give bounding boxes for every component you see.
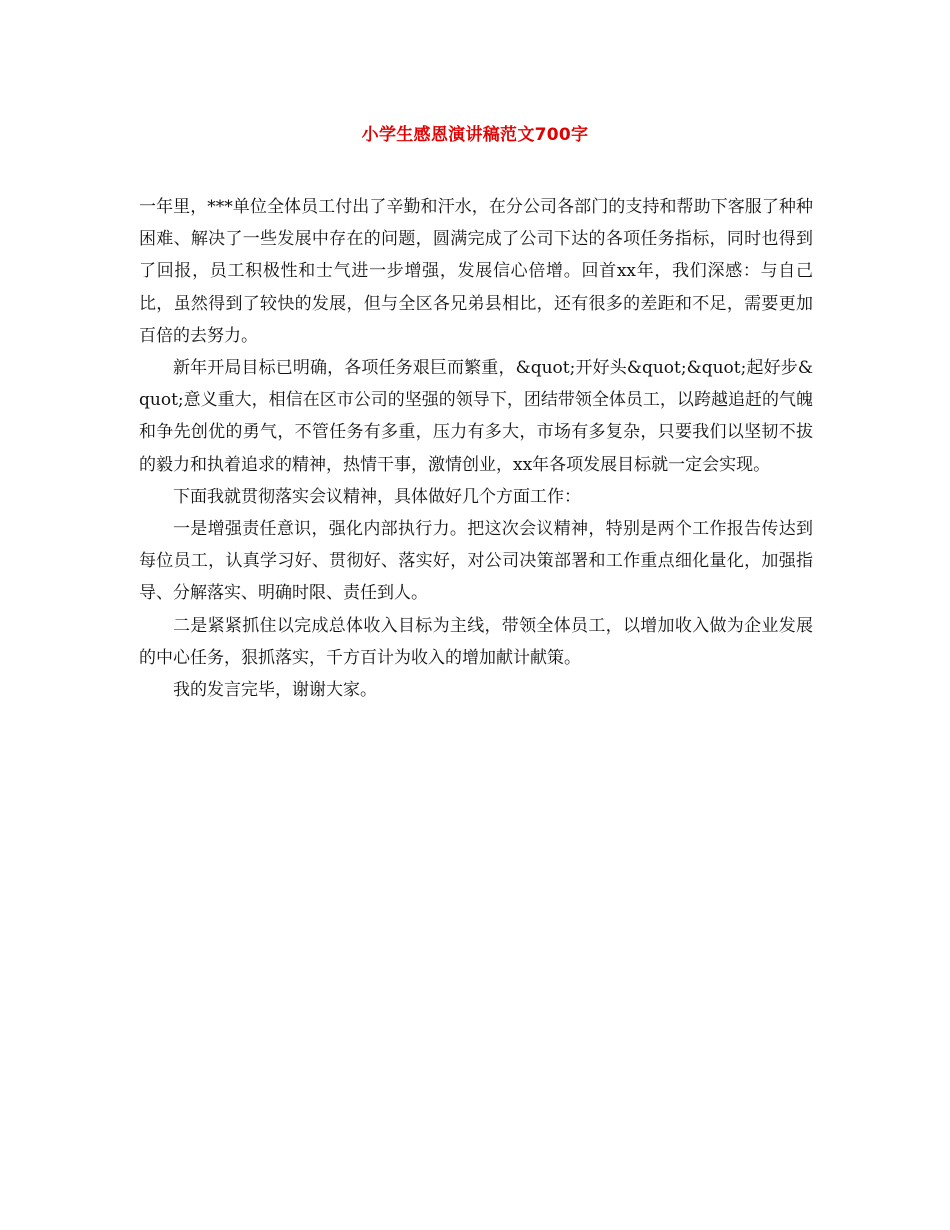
document-body	[139, 191, 813, 706]
paragraph-1: 一年里，***单位全体员工付出了辛勤和汗水，在分公司各部门的支持和帮助下客服了种种困难、解决了一些发展中存在的问题，圆满完成了公司下达的各项任务指标，同时也得到了回报，员工积极性和士气进一步增强，发展信心倍增。回首xx年，我们深感：与自己比，虽然得到了较快的发展，但与全区各兄弟县相比，还有很多的差距和不足，需要更加百倍的去努力。	[139, 197, 813, 346]
paragraph-5: 二是紧紧抓住以完成总体收入目标为主线，带领全体员工，以增加收入做为企业发展的中心任务，狠抓落实，千方百计为收入的增加献计献策。	[139, 615, 813, 668]
paragraph-3: 下面我就贯彻落实会议精神，具体做好几个方面工作：	[173, 486, 581, 507]
paragraph-4: 一是增强责任意识，强化内部执行力。把这次会议精神，特别是两个工作报告传达到每位员工，认真学习好、贯彻好、落实好，对公司决策部署和工作重点细化量化，加强指导、分解落实、明确时限、责任到人。	[139, 519, 813, 604]
paragraph-2: 新年开局目标已明确，各项任务艰巨而繁重，&quot;开好头&quot;&quot;起好步&quot;意义重大，相信在区市公司的坚强的领导下，团结带领全体员工，以跨越追赶的气魄和争先创优的勇气，不管任务有多重，压力有多大，市场有多复杂，只要我们以坚韧不拔的毅力和执着追求的精神，热情干事，激情创业，xx年各项发展目标就一定会实现。	[139, 358, 813, 475]
document-title: 小学生感恩演讲稿范文700字	[361, 125, 589, 145]
paragraph-6: 我的发言完毕，谢谢大家。	[173, 680, 377, 701]
